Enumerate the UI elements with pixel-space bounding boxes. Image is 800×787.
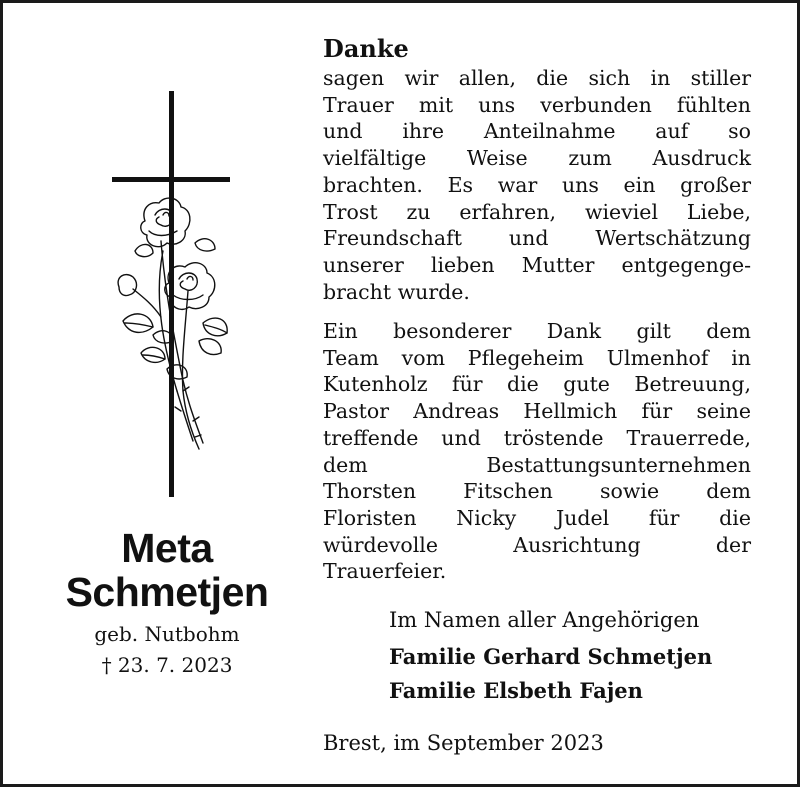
paragraph-line: Ein besonderer Dank gilt dem bbox=[323, 319, 751, 343]
paragraph-line: Pastor Andreas Hellmich für seine bbox=[323, 399, 751, 424]
signature-family-2: Familie Elsbeth Fajen bbox=[389, 678, 643, 703]
paragraph-line: Trost zu erfahren, wieviel Liebe, bbox=[323, 199, 751, 224]
signature-family-1: Familie Gerhard Schmetjen bbox=[389, 644, 713, 669]
death-date: † 23. 7. 2023 bbox=[101, 653, 233, 677]
paragraph-line: Trauer mit uns verbunden fühlten bbox=[323, 92, 751, 117]
place-and-date: Brest, im September 2023 bbox=[323, 731, 604, 755]
paragraph-line: Thorsten Fitschen sowie dem bbox=[323, 479, 751, 504]
deceased-last-name: Schmetjen bbox=[65, 569, 269, 615]
paragraph-line: sagen wir allen, die sich in stiller bbox=[323, 66, 751, 90]
paragraph-line: und ihre Anteilnahme auf so bbox=[323, 119, 751, 144]
paragraph-line: Trauerfeier. bbox=[323, 559, 447, 584]
paragraph-line: würdevolle Ausrichtung der bbox=[323, 532, 751, 557]
paragraph-line: treffende und tröstende Trauerrede, bbox=[323, 425, 751, 450]
thanks-heading: Danke bbox=[323, 34, 409, 63]
signature-intro: Im Namen aller Angehörigen bbox=[389, 608, 700, 632]
paragraph-line: vielfältige Weise zum Ausdruck bbox=[323, 146, 751, 171]
deceased-first-name: Meta bbox=[121, 525, 213, 571]
thanks-paragraph-1 bbox=[323, 65, 751, 305]
paragraph-line: Floristen Nicky Judel für die bbox=[323, 505, 751, 530]
cross-with-roses-illustration bbox=[103, 91, 243, 499]
thanks-paragraph-2 bbox=[323, 318, 751, 585]
paragraph-line: Freundschaft und Wertschätzung bbox=[323, 226, 751, 251]
paragraph-line: Team vom Pflegeheim Ulmenhof in bbox=[323, 345, 751, 370]
paragraph-line: Kutenholz für die gute Betreuung, bbox=[323, 372, 751, 397]
maiden-name: geb. Nutbohm bbox=[94, 622, 240, 646]
paragraph-line: bracht wurde. bbox=[323, 279, 470, 304]
paragraph-line: unserer lieben Mutter entgegenge- bbox=[323, 252, 751, 277]
paragraph-line: dem Bestattungsunternehmen bbox=[323, 452, 751, 477]
paragraph-line: brachten. Es war uns ein großer bbox=[323, 172, 751, 197]
